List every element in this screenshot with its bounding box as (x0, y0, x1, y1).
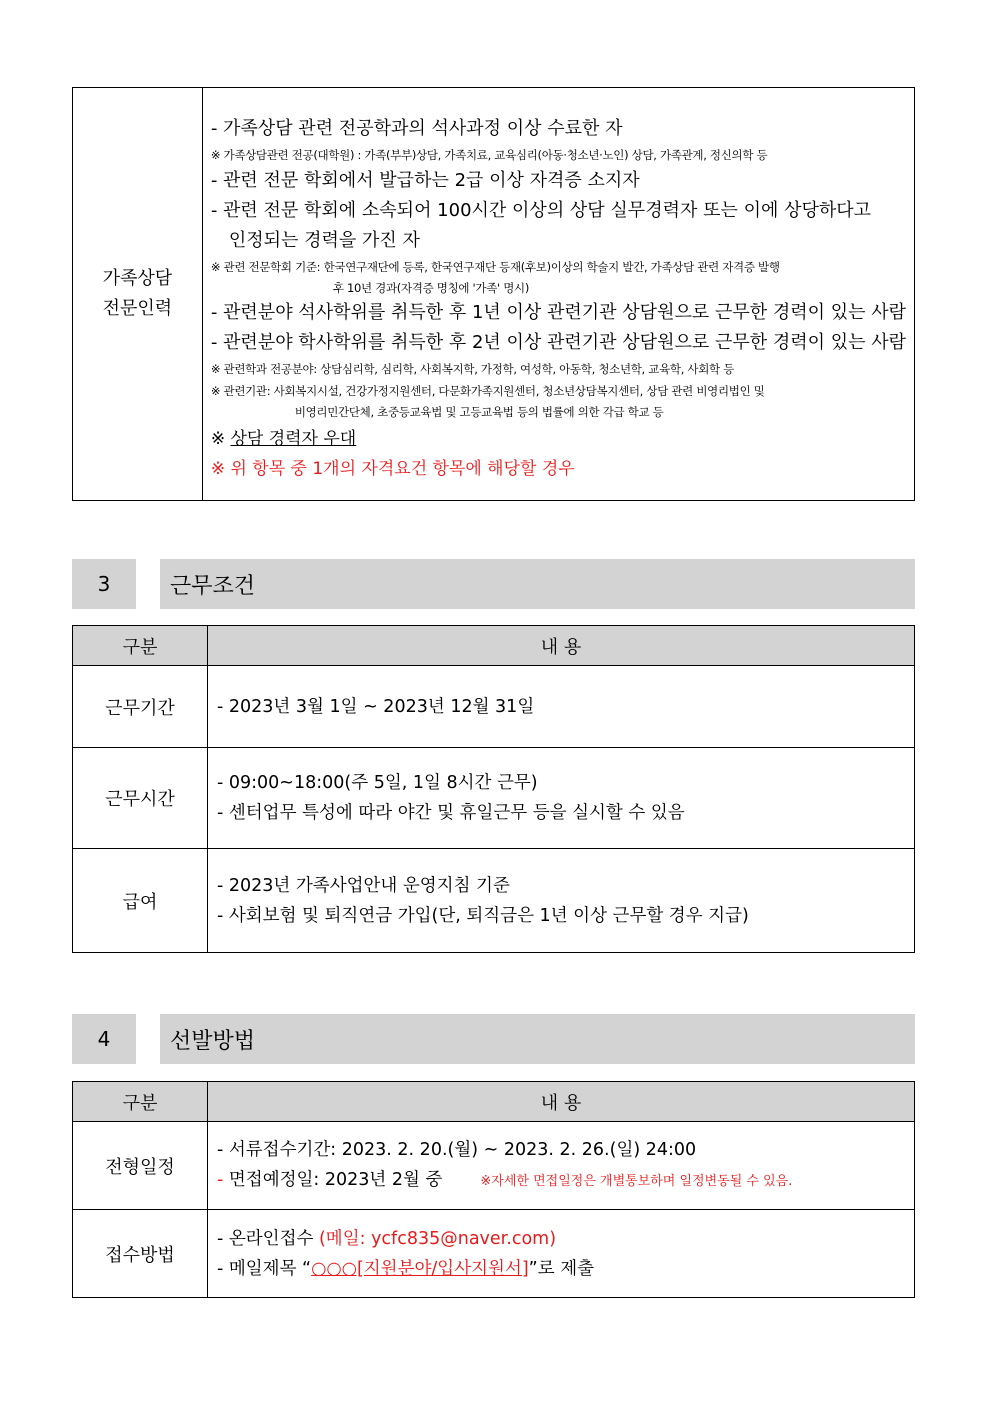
mail-subject-line (217, 1254, 914, 1284)
table-row (73, 748, 915, 849)
application-period: - 서류접수기간: 2023. 2. 20.(월) ~ 2023. 2. 26.(일) 24:00 (217, 1139, 697, 1160)
table-row (73, 1122, 915, 1210)
qualification-label-line2: 전문인력 (102, 298, 173, 319)
table-header-row (73, 1082, 915, 1122)
table-header-row (73, 626, 915, 666)
selection-method-table (72, 1081, 915, 1298)
qual-note: ※ 가족상담관련 전공(대학원) : 가족(부부)상담, 가족치료, 교육심리(아동·청소년·노인) 상담, 가족관계, 정신의학 등 (210, 148, 768, 162)
row-line: - 2023년 가족사업안내 운영지침 기준 (217, 875, 510, 896)
qual-line: - 관련분야 석사학위를 취득한 후 1년 이상 관련기관 상담원으로 근무한 경력이 있는 사람 (210, 302, 906, 323)
row-content (208, 849, 915, 953)
section-4-title: 선발방법 (160, 1014, 915, 1064)
row-line: - 2023년 3월 1일 ~ 2023년 12월 31일 (217, 696, 535, 717)
mail-subject-prefix: - 메일제목 “ (217, 1258, 312, 1279)
qual-line: - 관련 전문 학회에서 발급하는 2급 이상 자격증 소지자 (210, 170, 640, 191)
table-row (73, 666, 915, 748)
qual-line: - 관련분야 학사학위를 취득한 후 2년 이상 관련기관 상담원으로 근무한 경력이 있는 사람 (210, 332, 906, 353)
header-content: 내 용 (208, 1082, 915, 1122)
row-content (208, 1122, 915, 1210)
row-label: 전형일정 (73, 1122, 208, 1210)
online-application-label: - 온라인접수 (217, 1228, 319, 1249)
row-label: 근무기간 (73, 666, 208, 748)
table-row (73, 1210, 915, 1298)
section-4-header (72, 1014, 915, 1064)
qual-line: - 가족상담 관련 전공학과의 석사과정 이상 수료한 자 (210, 118, 623, 139)
qualification-content (203, 88, 914, 500)
online-application-line (217, 1224, 914, 1254)
interview-dash: - (217, 1169, 229, 1190)
header-category: 구분 (73, 1082, 208, 1122)
qual-note-continued: 비영리민간단체, 초중등교육법 및 고등교육법 등의 법률에 의한 각급 학교 등 (294, 405, 664, 419)
row-content (208, 1210, 915, 1298)
section-3-number: 3 (72, 559, 136, 609)
section-4-number: 4 (72, 1014, 136, 1064)
qualification-table (72, 87, 915, 501)
mail-subject-suffix: ”로 제출 (528, 1258, 594, 1279)
section-3-header (72, 559, 915, 609)
row-line: - 사회보험 및 퇴직연금 가입(단, 퇴직금은 1년 이상 근무할 경우 지급) (217, 905, 749, 926)
section-3-title: 근무조건 (160, 559, 915, 609)
row-label: 접수방법 (73, 1210, 208, 1298)
work-conditions-table (72, 625, 915, 953)
qual-line: - 관련 전문 학회에 소속되어 100시간 이상의 상담 실무경력자 또는 이에 상당하다고 (210, 200, 872, 221)
interview-date-line (217, 1165, 914, 1197)
row-line: - 센터업무 특성에 따라 야간 및 휴일근무 등을 실시할 수 있음 (217, 803, 685, 823)
qual-condition-note: ※ 위 항목 중 1개의 자격요건 항목에 해당할 경우 (210, 459, 575, 479)
qualification-label-line1: 가족상담 (102, 268, 173, 289)
qual-preference-text: 상담 경력자 우대 (230, 429, 357, 449)
interview-date: 면접예정일: 2023년 2월 중 (228, 1169, 443, 1190)
row-label: 근무시간 (73, 748, 208, 849)
qual-note-continued: 후 10년 경과(자격증 명칭에 '가족' 명시) (332, 281, 530, 295)
qualification-label-cell (73, 88, 203, 500)
qual-preference-mark: ※ (210, 429, 231, 449)
row-label: 급여 (73, 849, 208, 953)
row-content (208, 748, 915, 849)
mail-subject-format: ○○○[지원분야/입사지원서] (311, 1258, 529, 1279)
qual-preference-line (211, 424, 906, 454)
qual-note: ※ 관련기관: 사회복지시설, 건강가정지원센터, 다문화가족지원센터, 청소년상담복지센터, 상담 관련 비영리법인 및 (210, 384, 765, 398)
qual-note: ※ 관련 전문학회 기준: 한국연구재단에 등록, 한국연구재단 등재(후보)이상의 학술지 발간, 가족상담 관련 자격증 발행 (210, 260, 780, 274)
interview-note: ※자세한 면접일정은 개별통보하며 일정변동될 수 있음. (480, 1173, 793, 1189)
header-content: 내 용 (208, 626, 915, 666)
header-category: 구분 (73, 626, 208, 666)
application-email: (메일: ycfc835@naver.com) (318, 1228, 557, 1249)
row-content (208, 666, 915, 748)
table-row (73, 849, 915, 953)
qual-note: ※ 관련학과 전공분야: 상담심리학, 심리학, 사회복지학, 가정학, 여성학, 아동학, 청소년학, 교육학, 사회학 등 (210, 362, 734, 376)
row-line: - 09:00~18:00(주 5일, 1일 8시간 근무) (217, 773, 538, 793)
qual-line-continued: 인정되는 경력을 가진 자 (228, 230, 420, 251)
